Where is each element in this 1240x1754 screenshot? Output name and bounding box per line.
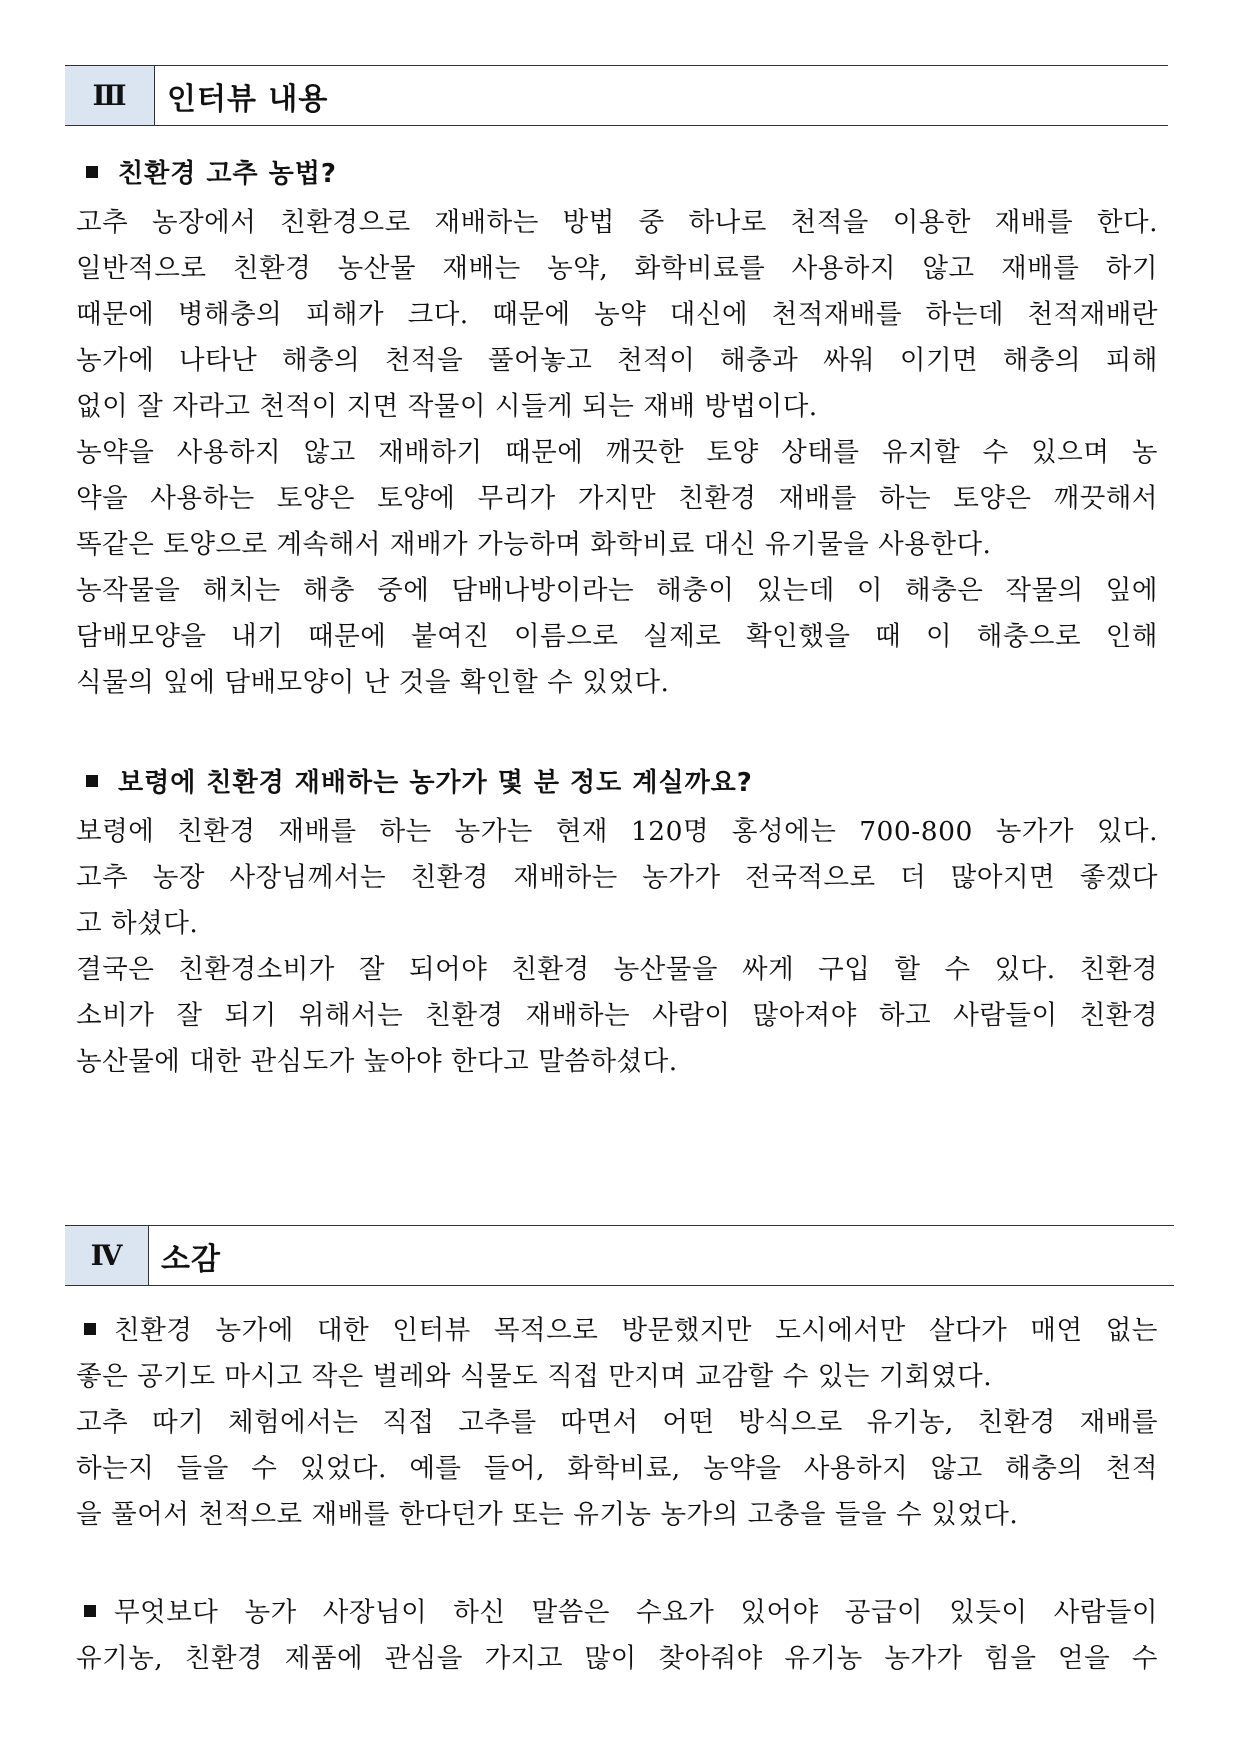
square-bullet-icon [86,166,98,178]
paragraph-line: 고 하셨다. [76,908,199,939]
question-text: 보령에 친환경 재배하는 농가가 몇 분 정도 계실까요? [118,768,753,798]
paragraph-line: 보령에 친환경 재배를 하는 농가는 현재 120명 홍성에는 700-800 농가가 있다. [76,816,1158,847]
paragraph-line: 친환경 농가에 대한 인터뷰 목적으로 방문했지만 도시에서만 살다가 매연 없는 [76,1314,1158,1348]
paragraph-line: 똑같은 토양으로 계속해서 재배가 가능하며 화학비료 대신 유기물을 사용한다. [76,529,992,560]
section-header-3 [65,65,1168,126]
paragraph-line: 고추 따기 체험에서는 직접 고추를 따면서 어떤 방식으로 유기농, 친환경 재배를 [76,1407,1158,1438]
paragraph-line: 약을 사용하는 토양은 토양에 무리가 가지만 친환경 재배를 하는 토양은 깨끗해서 [76,483,1158,514]
paragraph-line: 유기농, 친환경 제품에 관심을 가지고 많이 찾아줘야 유기농 농가가 힘을 얻을 수 [76,1643,1158,1674]
section-title: 소감 [161,1241,221,1277]
question-heading-1 [86,153,337,190]
question-text: 친환경 고추 농법? [118,159,337,189]
paragraph-line: 농약을 사용하지 않고 재배하기 때문에 깨끗한 토양 상태를 유지할 수 있으며 농 [76,437,1158,468]
paragraph-line: 고추 농장에서 친환경으로 재배하는 방법 중 하나로 천적을 이용한 재배를 한다. [76,207,1158,238]
paragraph-line: 때문에 병해충의 피해가 크다. 때문에 농약 대신에 천적재배를 하는데 천적재배란 [76,299,1158,330]
section-title: 인터뷰 내용 [167,81,329,117]
paragraph-line: 무엇보다 농가 사장님이 하신 말씀은 수요가 있어야 공급이 있듯이 사람들이 [76,1596,1158,1630]
paragraph-line: 소비가 잘 되기 위해서는 친환경 재배하는 사람이 많아져야 하고 사람들이 친환경 [76,1000,1158,1031]
paragraph-line: 농산물에 대한 관심도가 높아야 한다고 말씀하셨다. [76,1046,678,1077]
paragraph-line: 없이 잘 자라고 천적이 지면 작물이 시들게 되는 재배 방법이다. [76,391,818,422]
section-number: Ⅲ [65,66,155,125]
square-bullet-icon [84,1323,96,1335]
paragraph-line: 식물의 잎에 담배모양이 난 것을 확인할 수 있었다. [76,667,670,698]
square-bullet-icon [84,1605,96,1617]
paragraph-line: 을 풀어서 천적으로 재배를 한다던가 또는 유기농 농가의 고충을 들을 수 있었다. [76,1499,1019,1530]
paragraph-line: 고추 농장 사장님께서는 친환경 재배하는 농가가 전국적으로 더 많아지면 좋겠다 [76,862,1158,893]
paragraph-line: 담배모양을 내기 때문에 붙여진 이름으로 실제로 확인했을 때 이 해충으로 인해 [76,621,1158,652]
question-heading-2 [86,762,753,799]
square-bullet-icon [86,775,98,787]
paragraph-line: 좋은 공기도 마시고 작은 벌레와 식물도 직접 만지며 교감할 수 있는 기회였다. [76,1361,993,1392]
paragraph-line: 결국은 친환경소비가 잘 되어야 친환경 농산물을 싸게 구입 할 수 있다. 친환경 [76,954,1158,985]
paragraph-line: 농가에 나타난 해충의 천적을 풀어놓고 천적이 해충과 싸워 이기면 해충의 피해 [76,345,1158,376]
paragraph-line: 농작물을 해치는 해충 중에 담배나방이라는 해충이 있는데 이 해충은 작물의 잎에 [76,575,1158,606]
section-number: Ⅳ [65,1226,149,1285]
paragraph-line: 일반적으로 친환경 농산물 재배는 농약, 화학비료를 사용하지 않고 재배를 하기 [76,253,1158,284]
paragraph-line: 하는지 들을 수 있었다. 예를 들어, 화학비료, 농약을 사용하지 않고 해충의 천적 [76,1453,1158,1484]
section-header-4 [65,1225,1174,1286]
